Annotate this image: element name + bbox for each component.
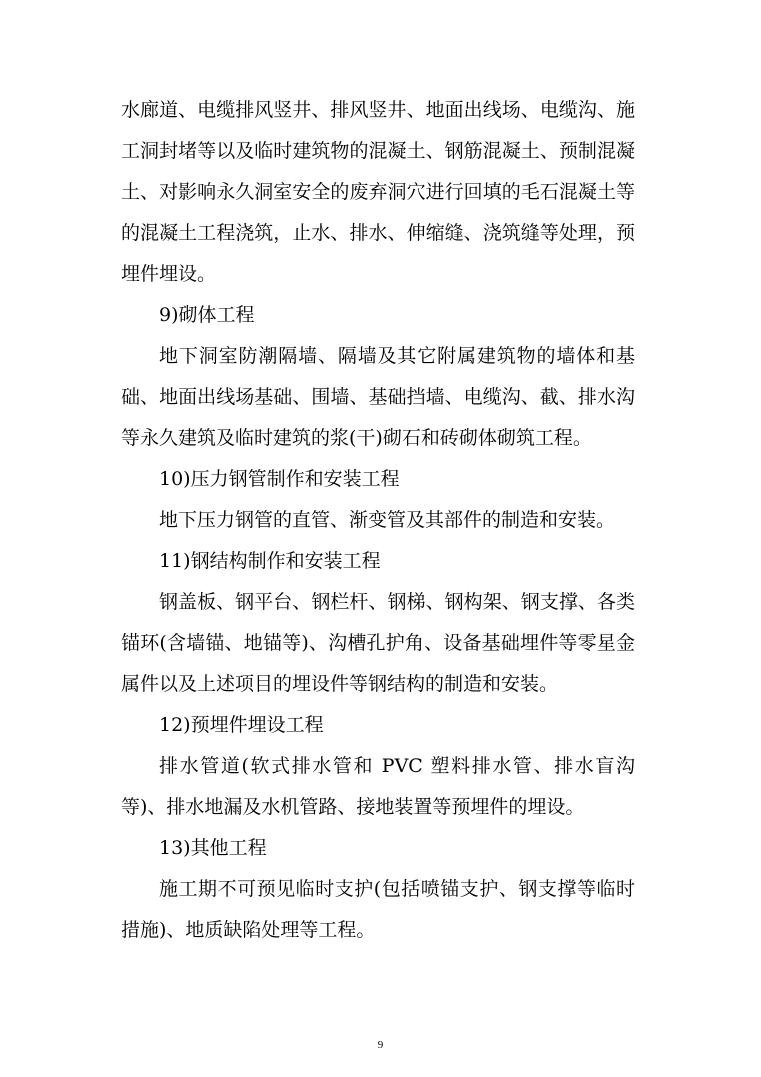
section-heading-masonry: 9)砌体工程 bbox=[159, 304, 255, 326]
section-heading-penstock: 10)压力钢管制作和安装工程 bbox=[159, 468, 400, 490]
paragraph-continuation: 水廊道、电缆排风竖井、排风竖井、地面出线场、电缆沟、施工洞封堵等以及临时建筑物的混凝土、钢筋混凝土、预制混凝土、对影响永久洞室安全的废弃洞穴进行回填的毛石混凝土等的混凝土工程浇筑，止水、排水、伸缩缝、浇筑缝等处理，预埋件埋设。 bbox=[121, 99, 635, 285]
paragraph-masonry: 地下洞室防潮隔墙、隔墙及其它附属建筑物的墙体和基础、地面出线场基础、围墙、基础挡墙、电缆沟、截、排水沟等永久建筑及临时建筑的浆(干)砌石和砖砌体砌筑工程。 bbox=[121, 345, 635, 449]
page-number: 9 bbox=[377, 1039, 384, 1051]
paragraph-embedded-parts: 排水管道(软式排水管和 PVC 塑料排水管、排水盲沟等)、排水地漏及水机管路、接地装置等预埋件的埋设。 bbox=[121, 755, 635, 818]
section-heading-steel-structure: 11)钢结构制作和安装工程 bbox=[159, 550, 381, 572]
paragraph-steel-structure: 钢盖板、钢平台、钢栏杆、钢梯、钢构架、钢支撑、各类锚环(含墙锚、地锚等)、沟槽孔护角、设备基础埋件等零星金属件以及上述项目的埋设件等钢结构的制造和安装。 bbox=[121, 591, 635, 695]
document-body bbox=[121, 90, 635, 951]
section-heading-other-works: 13)其他工程 bbox=[159, 837, 267, 859]
paragraph-penstock: 地下压力钢管的直管、渐变管及其部件的制造和安装。 bbox=[159, 509, 616, 531]
paragraph-other-works: 施工期不可预见临时支护(包括喷锚支护、钢支撑等临时措施)、地质缺陷处理等工程。 bbox=[121, 878, 635, 941]
section-heading-embedded-parts: 12)预埋件埋设工程 bbox=[159, 714, 324, 736]
